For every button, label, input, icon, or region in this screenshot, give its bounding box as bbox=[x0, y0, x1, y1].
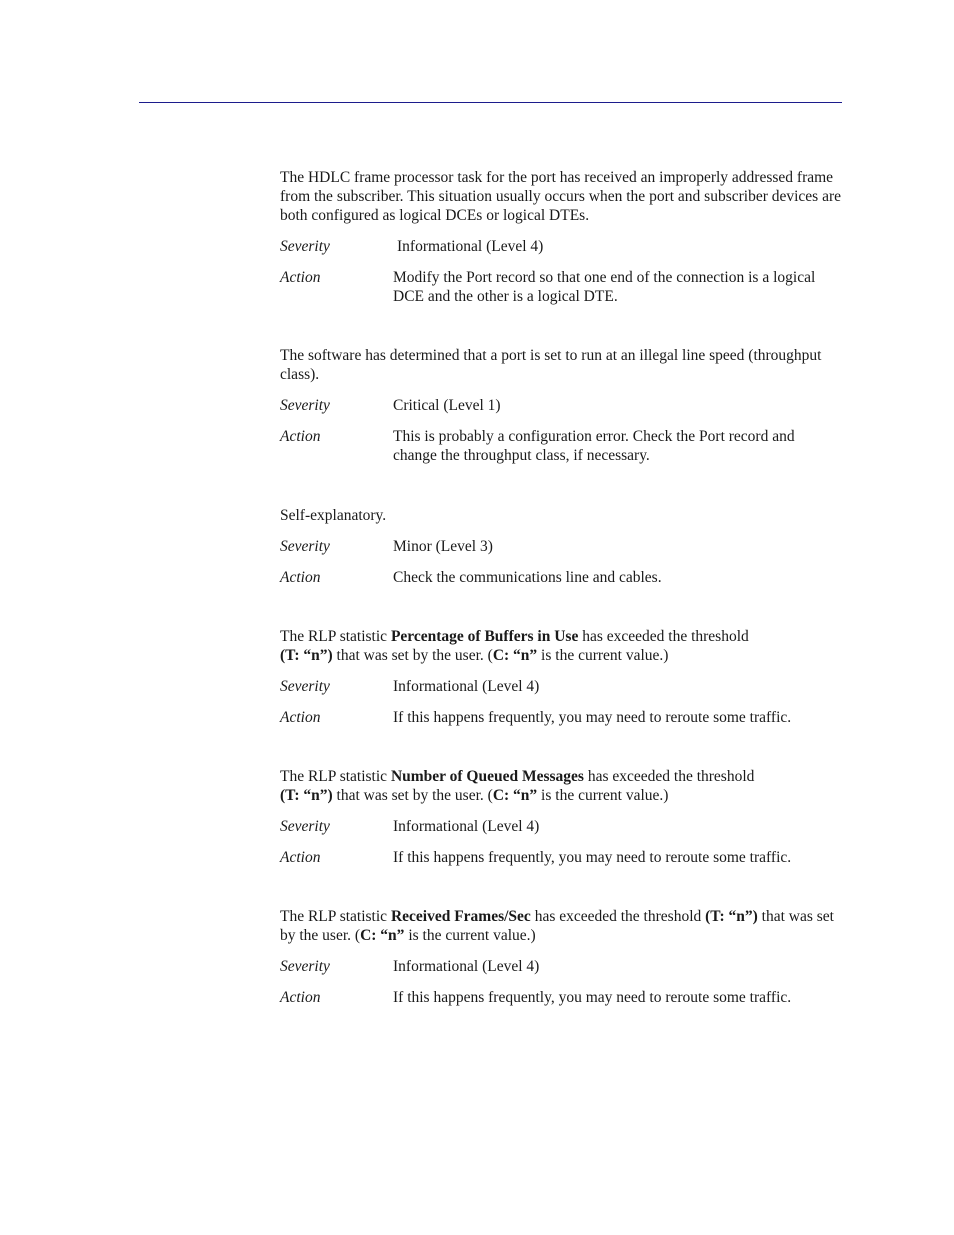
severity-label: Severity bbox=[280, 397, 330, 414]
severity-value: Informational (Level 4) bbox=[393, 678, 540, 695]
severity-value: Minor (Level 3) bbox=[393, 538, 493, 555]
action-row bbox=[280, 848, 842, 867]
threshold-token: (T: “n”) bbox=[705, 908, 758, 925]
severity-value: Informational (Level 4) bbox=[397, 238, 544, 255]
message-description: The HDLC frame processor task for the port has received an improperly addressed frame from the subscriber. This situation usually occurs when the port and subscriber devices are both configured as logical DCEs or logical DTEs. bbox=[280, 169, 842, 224]
threshold-token: (T: “n”) bbox=[280, 787, 333, 804]
severity-label: Severity bbox=[280, 818, 330, 835]
action-value: This is probably a configuration error. Check the Port record and change the throughput class, if necessary. bbox=[393, 428, 795, 464]
action-value: Check the communications line and cables. bbox=[393, 569, 662, 586]
message-entry bbox=[280, 767, 842, 867]
current-value-token: C: “n” bbox=[360, 927, 405, 944]
message-list bbox=[280, 168, 842, 1007]
action-value: If this happens frequently, you may need to reroute some traffic. bbox=[393, 709, 792, 726]
severity-row bbox=[280, 957, 842, 976]
current-value-token: C: “n” bbox=[492, 787, 538, 804]
statistic-name: Number of Queued Messages bbox=[390, 768, 584, 785]
severity-row bbox=[280, 396, 842, 415]
message-description: The RLP statistic Number of Queued Messages has exceeded the threshold (T: “n”) that was set by the user. (C: “n” is the current value.) bbox=[280, 768, 755, 804]
threshold-token: (T: “n”) bbox=[280, 647, 333, 664]
message-entry bbox=[280, 627, 842, 727]
action-value: If this happens frequently, you may need to reroute some traffic. bbox=[393, 849, 792, 866]
statistic-name: Percentage of Buffers in Use bbox=[390, 628, 579, 645]
message-entry bbox=[280, 506, 842, 587]
action-label: Action bbox=[280, 269, 321, 286]
action-value: If this happens frequently, you may need to reroute some traffic. bbox=[393, 989, 792, 1006]
severity-row bbox=[280, 237, 842, 256]
severity-value: Informational (Level 4) bbox=[393, 958, 540, 975]
severity-row bbox=[280, 537, 842, 556]
severity-label: Severity bbox=[280, 238, 330, 255]
action-row bbox=[280, 568, 842, 587]
message-description: Self-explanatory. bbox=[280, 507, 387, 524]
severity-label: Severity bbox=[280, 678, 330, 695]
message-description: The software has determined that a port is set to run at an illegal line speed (throughput class). bbox=[280, 347, 822, 383]
action-row bbox=[280, 268, 842, 306]
severity-label: Severity bbox=[280, 538, 330, 555]
action-value: Modify the Port record so that one end of the connection is a logical DCE and the other is a logical DTE. bbox=[393, 269, 816, 305]
severity-row bbox=[280, 817, 842, 836]
message-description: The RLP statistic Received Frames/Sec has exceeded the threshold (T: “n”) that was set by the user. (C: “n” is the current value.) bbox=[280, 908, 834, 944]
statistic-name: Received Frames/Sec bbox=[390, 908, 531, 925]
message-entry bbox=[280, 168, 842, 306]
header-rule bbox=[139, 102, 842, 103]
message-entry bbox=[280, 907, 842, 1007]
action-row bbox=[280, 708, 842, 727]
severity-label: Severity bbox=[280, 958, 330, 975]
severity-row bbox=[280, 677, 842, 696]
action-row bbox=[280, 427, 842, 465]
action-label: Action bbox=[280, 569, 321, 586]
action-label: Action bbox=[280, 428, 321, 445]
current-value-token: C: “n” bbox=[492, 647, 538, 664]
action-label: Action bbox=[280, 989, 321, 1006]
message-description: The RLP statistic Percentage of Buffers in Use has exceeded the threshold (T: “n”) that was set by the user. (C: “n” is the current value.) bbox=[280, 628, 749, 664]
severity-value: Critical (Level 1) bbox=[393, 397, 501, 414]
action-row bbox=[280, 988, 842, 1007]
action-label: Action bbox=[280, 849, 321, 866]
action-label: Action bbox=[280, 709, 321, 726]
message-entry bbox=[280, 346, 842, 465]
severity-value: Informational (Level 4) bbox=[393, 818, 540, 835]
